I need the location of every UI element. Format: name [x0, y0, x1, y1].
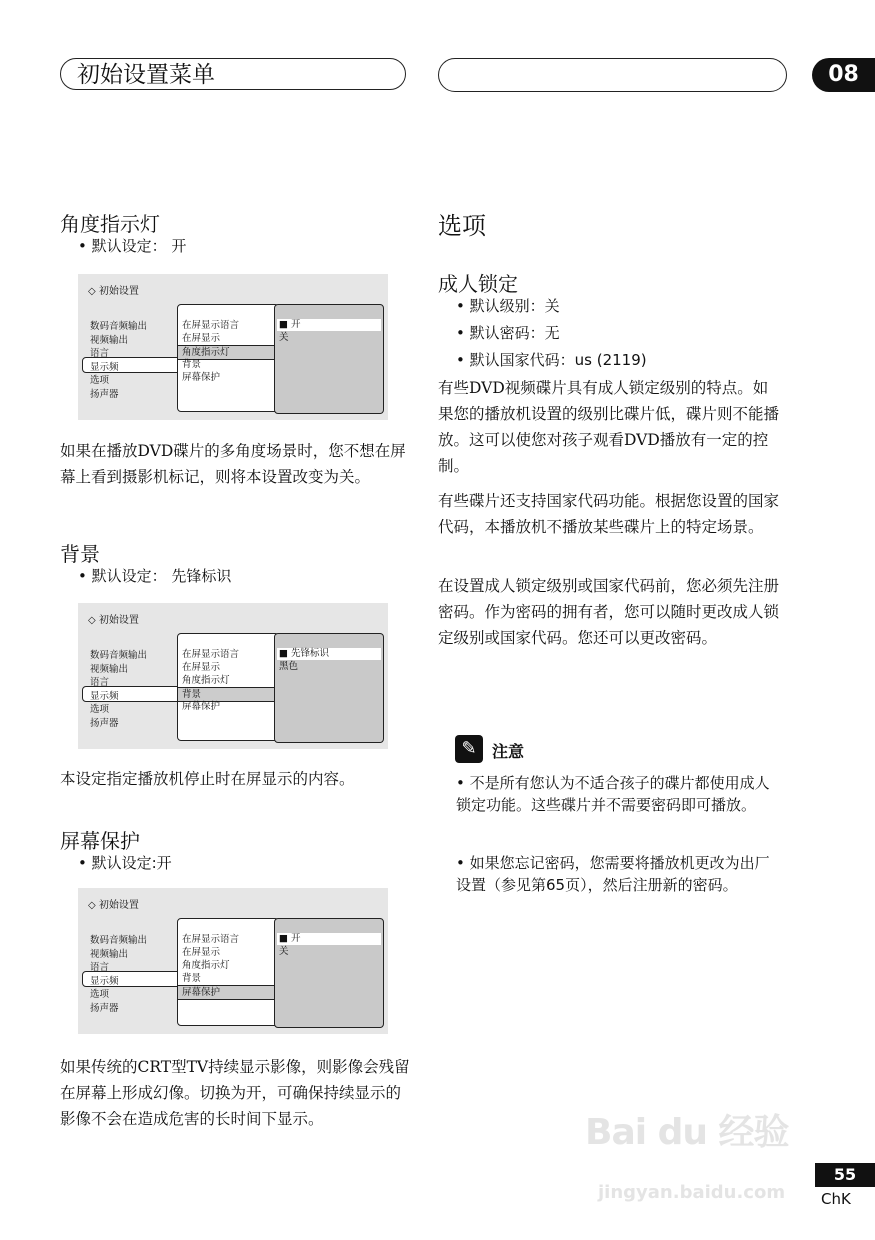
- category-list: [90, 934, 147, 1015]
- category-item: 视频输出: [90, 948, 129, 960]
- option-item: ■ 开: [277, 933, 381, 945]
- submenu-panel: [177, 304, 279, 412]
- submenu-item: 在屏显示语言: [182, 934, 240, 945]
- default-bullet: • 默认级别：关: [456, 295, 560, 316]
- paragraph: 有些DVD视频碟片具有成人锁定级别的特点。如果您的播放机设置的级别比碟片低，碟片则不能播放。这可以使您对孩子观看DVD播放有一定的控制。: [438, 379, 780, 475]
- disc-icon: ◇: [88, 900, 99, 911]
- category-item: 扬声器: [90, 388, 119, 400]
- menu-screenshot: [78, 888, 388, 1034]
- note-title: 注意: [492, 742, 525, 761]
- chapter-badge: 08: [812, 58, 875, 92]
- category-item: 语言: [90, 677, 110, 688]
- section-text: 如果传统的CRT型TV持续显示影像，则影像会残留在屏幕上形成幻像。切换为开，可确保持续显示的影像不会在造成危害的长时间下显示。: [60, 1058, 410, 1128]
- section-title: 角度指示灯: [60, 212, 160, 236]
- options-panel: [274, 918, 384, 1028]
- watermark-url: jingyan.baidu.com: [598, 1182, 786, 1203]
- paragraph: 有些碟片还支持国家代码功能。根据您设置的国家代码，本播放机不播放某些碟片上的特定场景。: [438, 492, 780, 536]
- category-item: 显示频: [90, 690, 119, 702]
- submenu-item: 背景: [182, 359, 202, 370]
- category-item: 扬声器: [90, 717, 119, 729]
- category-item: 视频输出: [90, 663, 129, 675]
- submenu-item: 屏幕保护: [182, 372, 221, 383]
- submenu-panel: [177, 918, 279, 1026]
- language-code: ChK: [821, 1190, 851, 1208]
- note-item: • 不是所有您认为不适合孩子的碟片都使用成人锁定功能。这些碟片并不需要密码即可播放。: [456, 772, 776, 816]
- submenu-item: 在屏显示: [182, 947, 221, 958]
- menu-title-text: 初始设置: [98, 286, 139, 297]
- option-item: ■ 开: [277, 319, 381, 331]
- menu-title: [88, 611, 139, 626]
- default-setting: • 默认设定:开: [78, 852, 172, 873]
- menu-title: [88, 282, 139, 297]
- pencil-note-icon: ✎: [455, 735, 483, 763]
- category-item: 显示频: [90, 361, 119, 373]
- section-text: 如果在播放DVD碟片的多角度场景时，您不想在屏幕上看到摄影机标记，则将本设置改变为关。: [60, 442, 406, 486]
- section-text: 本设定指定播放机停止时在屏显示的内容。: [60, 770, 355, 788]
- category-item: 数码音频输出: [90, 935, 148, 946]
- category-item: 视频输出: [90, 334, 129, 346]
- menu-title-text: 初始设置: [98, 615, 139, 626]
- default-bullet: • 默认国家代码：us (2119): [456, 349, 647, 370]
- submenu-item: 在屏显示: [182, 333, 221, 344]
- submenu-item: 角度指示灯: [178, 345, 275, 360]
- paragraph: 在设置成人锁定级别或国家代码前，您必须先注册密码。作为密码的拥有者，您可以随时更改成人锁定级别或国家代码。您还可以更改密码。: [438, 577, 780, 647]
- category-item: 语言: [90, 348, 110, 359]
- submenu-item: 在屏显示语言: [182, 320, 240, 331]
- options-panel: [274, 633, 384, 743]
- option-item: 关: [279, 332, 289, 343]
- section-title: 背景: [60, 542, 100, 566]
- menu-screenshot: [78, 603, 388, 749]
- default-setting: • 默认设定： 先锋标识: [78, 565, 231, 586]
- options-panel: [274, 304, 384, 414]
- category-item: 扬声器: [90, 1002, 119, 1014]
- submenu-panel: [177, 633, 279, 741]
- note-item: • 如果您忘记密码，您需要将播放机更改为出厂设置（参见第65页），然后注册新的密码。: [456, 852, 776, 896]
- submenu-item: 在屏显示: [182, 662, 221, 673]
- category-item: 数码音频输出: [90, 321, 148, 332]
- option-item: ■ 先锋标识: [277, 648, 381, 660]
- default-setting: • 默认设定： 开: [78, 235, 186, 256]
- category-item: 语言: [90, 962, 110, 973]
- menu-title: [88, 896, 139, 911]
- category-list: [90, 649, 147, 730]
- default-bullet: • 默认密码：无: [456, 322, 560, 343]
- category-item: 选项: [90, 375, 110, 386]
- submenu-item: 角度指示灯: [182, 675, 230, 686]
- submenu-item: 在屏显示语言: [182, 649, 240, 660]
- header-title: 初始设置菜单: [60, 58, 406, 90]
- menu-title-text: 初始设置: [98, 900, 139, 911]
- disc-icon: ◇: [88, 286, 99, 297]
- submenu-item: 角度指示灯: [182, 960, 230, 971]
- category-item: 选项: [90, 989, 110, 1000]
- parental-lock-title: 成人锁定: [438, 272, 518, 296]
- submenu-item: 屏幕保护: [182, 701, 221, 712]
- category-item: 显示频: [90, 975, 119, 987]
- category-item: 选项: [90, 704, 110, 715]
- option-item: 黑色: [279, 661, 299, 672]
- category-item: 数码音频输出: [90, 650, 148, 661]
- submenu-item: 背景: [182, 973, 202, 984]
- disc-icon: ◇: [88, 615, 99, 626]
- baidu-watermark: Bai du 经验: [585, 1112, 789, 1153]
- menu-screenshot: [78, 274, 388, 420]
- option-item: 关: [279, 946, 289, 957]
- category-list: [90, 320, 147, 401]
- submenu-item: 背景: [178, 687, 275, 702]
- options-title: 选项: [438, 212, 486, 240]
- page-number: 55: [815, 1163, 875, 1187]
- header-blank-pill: [438, 58, 787, 92]
- section-title: 屏幕保护: [60, 829, 140, 853]
- submenu-item: 屏幕保护: [178, 985, 275, 1000]
